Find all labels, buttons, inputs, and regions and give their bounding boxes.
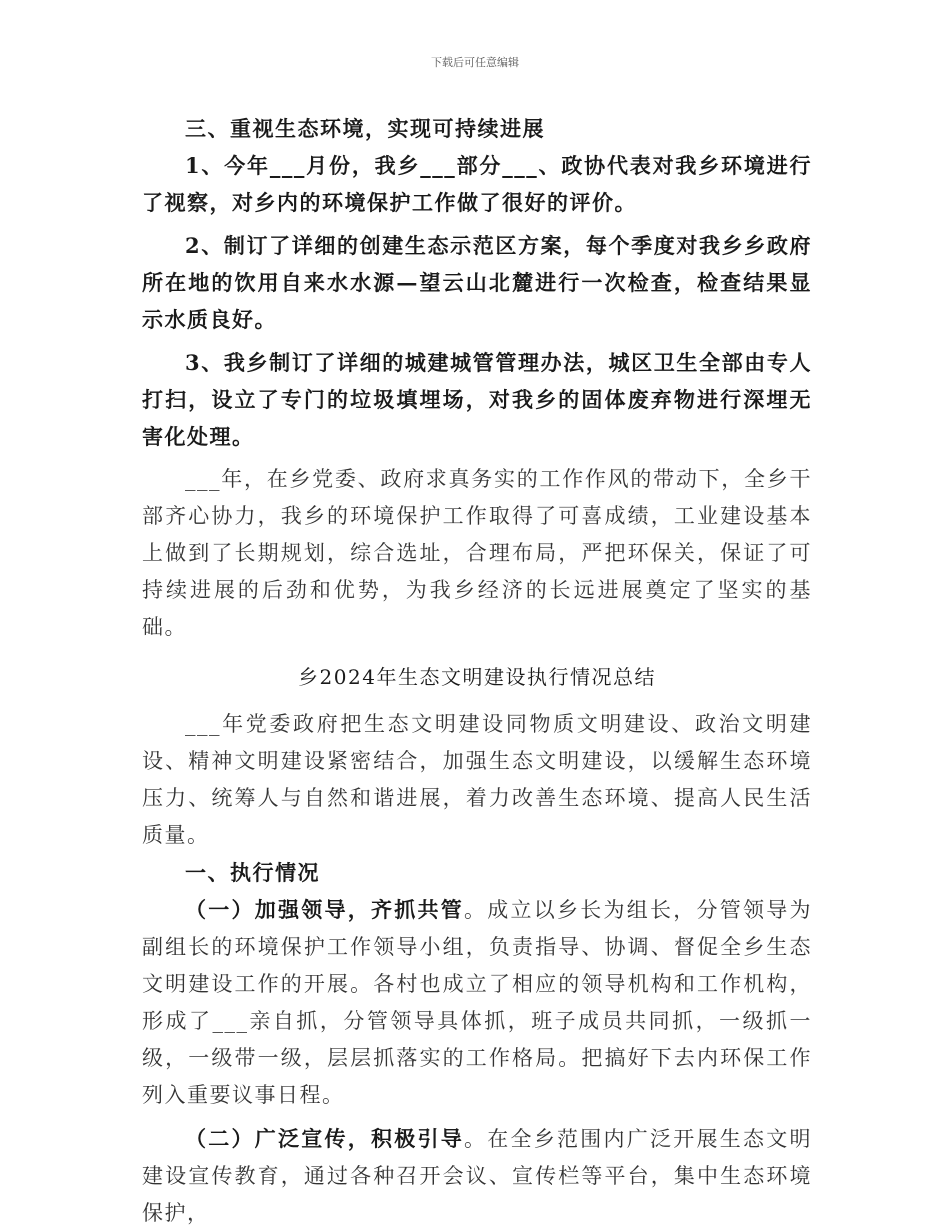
item-1: [142, 891, 812, 1114]
paragraph-4: ___年，在乡党委、政府求真务实的工作作风的带动下，全乡干部齐心协力，我乡的环境保护工作取得了可喜成绩，工业建设基本上做到了长期规划，综合选址，合理布局，严把环保关，保证了可持续进展的后劲和优势，为我乡经济的长远进展奠定了坚实的基础。: [142, 467, 812, 639]
intro-paragraph: ___年党委政府把生态文明建设同物质文明建设、政治文明建设、精神文明建设紧密结合，加强生态文明建设，以缓解生态环境压力、统筹人与自然和谐进展，着力改善生态环境、提高人民生活质量。: [142, 712, 812, 847]
section-heading-1: 一、执行情况: [185, 860, 320, 885]
document-body: [142, 110, 812, 1232]
paragraph-2: 2、制订了详细的创建生态示范区方案，每个季度对我乡乡政府所在地的饮用自来水水源—望云山北麓进行一次检查，检查结果显示水质良好。: [142, 233, 812, 332]
item-2-lead: （二）广泛宣传，积极引导: [185, 1126, 464, 1151]
item-2: [142, 1120, 812, 1232]
document-title: 乡2024年生态文明建设执行情况总结: [298, 665, 656, 689]
item-1-body: 。成立以乡长为组长，分管领导为副组长的环境保护工作领导小组，负责指导、协调、督促全乡生态文明建设工作的开展。各村也成立了相应的领导机构和工作机构，形成了___亲自抓，分管领导具体抓，班子成员共同抓，一级抓一级，一级带一级，层层抓落实的工作格局。把搞好下去内环保工作列入重要议事日程。: [142, 898, 812, 1107]
page-header: 下载后可任意编辑: [431, 56, 519, 69]
paragraph-3: 3、我乡制订了详细的城建城管管理办法，城区卫生全部由专人打扫，设立了专门的垃圾填埋场，对我乡的固体废弃物进行深埋无害化处理。: [142, 350, 812, 449]
section-heading-3: 三、重视生态环境，实现可持续进展: [185, 116, 545, 141]
item-1-lead: （一）加强领导，齐抓共管: [185, 897, 464, 922]
item-2-body: 。在全乡范围内广泛开展生态文明建设宣传教育，通过各种召开会议、宣传栏等平台，集中生态环境保护，: [142, 1127, 812, 1225]
paragraph-1: 1、今年___月份，我乡___部分___、政协代表对我乡环境进行了视察，对乡内的环境保护工作做了很好的评价。: [142, 153, 812, 215]
